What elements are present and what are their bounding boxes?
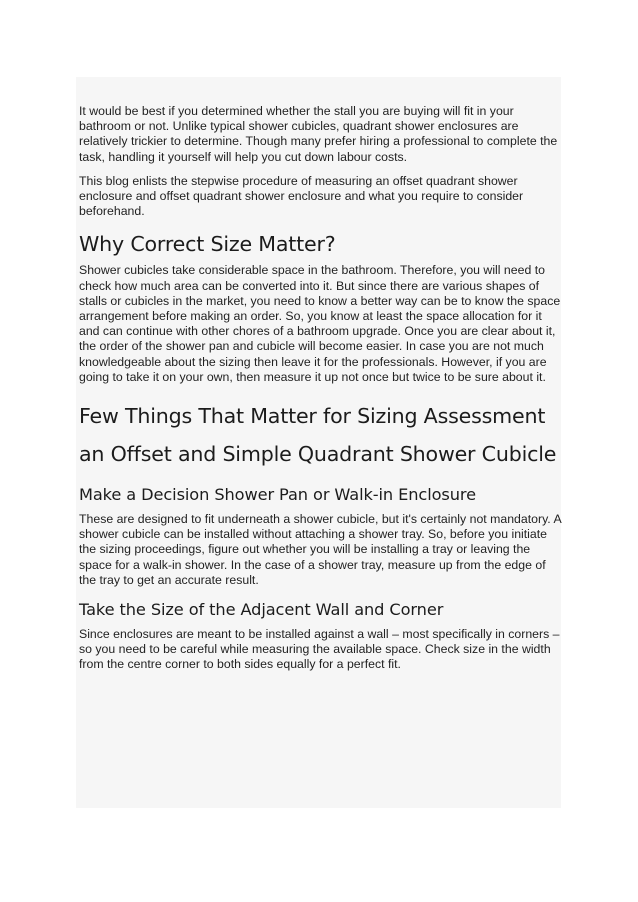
intro-paragraph-1: It would be best if you determined whether the stall you are buying will fit in your bathroom or not. Unlike typical shower cubicles, quadrant shower enclosures are relatively trickier to determine. Though many prefer hiring a professional to complete the task, handling it yourself will help you cut down labour costs.	[79, 104, 558, 164]
section-heading-why-size: Why Correct Size Matter?	[79, 232, 336, 257]
intro-paragraph-2: This blog enlists the stepwise procedure of measuring an offset quadrant shower enclosure and offset quadrant shower enclosure and what you require to consider beforehand.	[79, 173, 524, 219]
document-page	[76, 77, 561, 808]
section1-paragraph: Shower cubicles take considerable space in the bathroom. Therefore, you will need to check how much area can be converted into it. But since there are various shapes of stalls or cubicles in the market, you need to know a better way can be to know the space arrangement before making an order. So, you know at least the space allocation for it and can continue with other chores of a bathroom upgrade. Once you are clear about it, the order of the shower pan and cubicle will become easier. In case you are not much knowledgeable about the sizing then leave it for the professionals. However, if you are going to take it on your own, then measure it up not once but twice to be sure about it.	[79, 263, 561, 384]
subsection1-paragraph: These are designed to fit underneath a shower cubicle, but it's certainly not mandatory. A shower cubicle can be installed without attaching a shower tray. So, before you initiate the sizing proceedings, figure out whether you will be installing a tray or leaving the space for a walk-in shower. In the case of a shower tray, measure up from the edge of the tray to get an accurate result.	[79, 512, 561, 587]
subsection2-paragraph: Since enclosures are meant to be installed against a wall – most specifically in corners – so you need to be careful while measuring the available space. Check size in the width from the centre corner to both sides equally for a perfect fit.	[79, 627, 560, 672]
subheading-adjacent-wall: Take the Size of the Adjacent Wall and Corner	[79, 600, 444, 620]
subheading-shower-pan: Make a Decision Shower Pan or Walk-in Enclosure	[79, 485, 476, 505]
section-heading-few-things: Few Things That Matter for Sizing Assessment an Offset and Simple Quadrant Shower Cubicle	[79, 404, 557, 466]
